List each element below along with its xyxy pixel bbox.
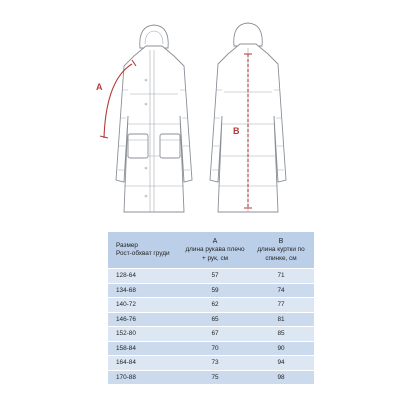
sleeve-cell: 65 — [182, 312, 248, 327]
size-cell: 152-80 — [108, 327, 182, 342]
coat-technical-drawing — [88, 20, 312, 220]
sleeve-cell: 57 — [182, 269, 248, 284]
measure-label-b: B — [233, 126, 240, 136]
table-row — [108, 269, 314, 284]
size-cell: 164-84 — [108, 356, 182, 371]
table-row — [108, 356, 314, 371]
back-cell: 81 — [248, 312, 314, 327]
size-cell: 146-76 — [108, 312, 182, 327]
sleeve-cell: 67 — [182, 327, 248, 342]
size-chart-table — [108, 232, 314, 385]
sleeve-cell: 62 — [182, 298, 248, 313]
header-back-length — [248, 232, 314, 269]
sleeve-cell: 75 — [182, 370, 248, 385]
back-cell: 94 — [248, 356, 314, 371]
header-b-letter: B — [278, 238, 284, 246]
size-cell: 158-84 — [108, 341, 182, 356]
back-cell: 71 — [248, 269, 314, 284]
table-row — [108, 298, 314, 313]
back-cell: 74 — [248, 283, 314, 298]
sleeve-cell: 59 — [182, 283, 248, 298]
back-cell: 85 — [248, 327, 314, 342]
back-cell: 98 — [248, 370, 314, 385]
coat-back-view — [210, 23, 286, 212]
size-cell: 140-72 — [108, 298, 182, 313]
measure-label-a: A — [96, 82, 103, 92]
size-cell: 170-88 — [108, 370, 182, 385]
back-cell: 77 — [248, 298, 314, 313]
table-row — [108, 312, 314, 327]
table-row — [108, 283, 314, 298]
table-header-row — [108, 232, 314, 269]
header-a-desc: длина рукава плечо + рук, см — [185, 246, 245, 262]
header-b-desc: длина куртки по спинке, см — [257, 246, 305, 262]
header-size — [108, 232, 182, 269]
header-sleeve-length — [182, 232, 248, 269]
size-cell: 128-64 — [108, 269, 182, 284]
coat-front-view — [96, 25, 192, 212]
table-row — [108, 341, 314, 356]
header-size-line2: Рост-обхват груди — [116, 250, 170, 257]
size-cell: 134-68 — [108, 283, 182, 298]
header-a-letter: A — [212, 238, 218, 246]
table-row — [108, 370, 314, 385]
sleeve-cell: 70 — [182, 341, 248, 356]
table-row — [108, 327, 314, 342]
header-size-line1: Размер — [116, 241, 138, 249]
back-cell: 90 — [248, 341, 314, 356]
sleeve-cell: 73 — [182, 356, 248, 371]
